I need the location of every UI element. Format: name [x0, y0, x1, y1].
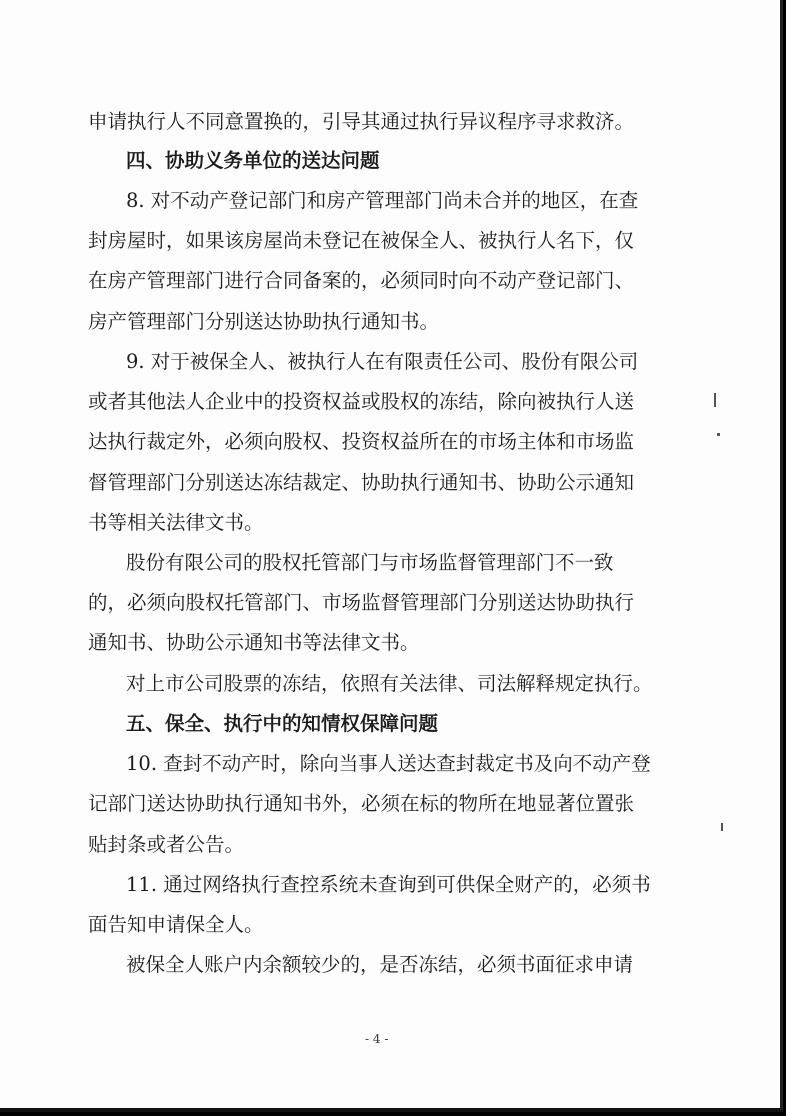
body-line-6: 房产管理部门分别送达协助执行通知书。 — [88, 310, 440, 333]
body-line-13: 的，必须向股权托管部门、市场监督管理部门分别送达协助执行 — [88, 591, 635, 614]
scan-speck — [714, 393, 716, 407]
section-heading-4: 四、协助义务单位的送达问题 — [126, 149, 380, 172]
body-line-5: 在房产管理部门进行合同备案的，必须同时向不动产登记部门、 — [88, 269, 635, 292]
body-line-21: 面告知申请保全人。 — [88, 913, 264, 936]
body-line-8: 或者其他法人企业中的投资权益或股权的冻结，除向被执行人送 — [88, 390, 635, 413]
body-line-18: 记部门送达协助执行通知书外，必须在标的物所在地显著位置张 — [88, 792, 635, 815]
body-line-20: 11. 通过网络执行查控系统未查询到可供保全财产的，必须书 — [126, 873, 651, 896]
body-line-12: 股份有限公司的股权托管部门与市场监督管理部门不一致 — [126, 551, 614, 574]
body-line-10: 督管理部门分别送达冻结裁定、协助执行通知书、协助公示通知 — [88, 471, 635, 494]
section-heading-5: 五、保全、执行中的知情权保障问题 — [126, 712, 439, 735]
body-line-7: 9. 对于被保全人、被执行人在有限责任公司、股份有限公司 — [126, 350, 639, 373]
body-line-14: 通知书、协助公示通知书等法律文书。 — [88, 631, 420, 654]
body-line-19: 贴封条或者公告。 — [88, 833, 245, 856]
page-number: - 4 - — [365, 1032, 389, 1046]
scan-speck — [721, 823, 723, 831]
body-line-4: 封房屋时，如果该房屋尚未登记在被保全人、被执行人名下，仅 — [88, 229, 635, 252]
body-line-22: 被保全人账户内余额较少的，是否冻结，必须书面征求申请 — [126, 953, 634, 976]
body-line-3: 8. 对不动产登记部门和房产管理部门尚未合并的地区，在查 — [126, 189, 639, 212]
body-line-17: 10. 查封不动产时，除向当事人送达查封裁定书及向不动产登 — [126, 752, 651, 775]
scan-speck — [717, 433, 720, 436]
body-line-1: 申请执行人不同意置换的，引导其通过执行异议程序寻求救济。 — [88, 110, 635, 133]
body-line-11: 书等相关法律文书。 — [88, 511, 264, 534]
body-line-9: 达执行裁定外，必须向股权、投资权益所在的市场主体和市场监 — [88, 430, 635, 453]
body-line-15: 对上市公司股票的冻结，依照有关法律、司法解释规定执行。 — [126, 672, 653, 695]
